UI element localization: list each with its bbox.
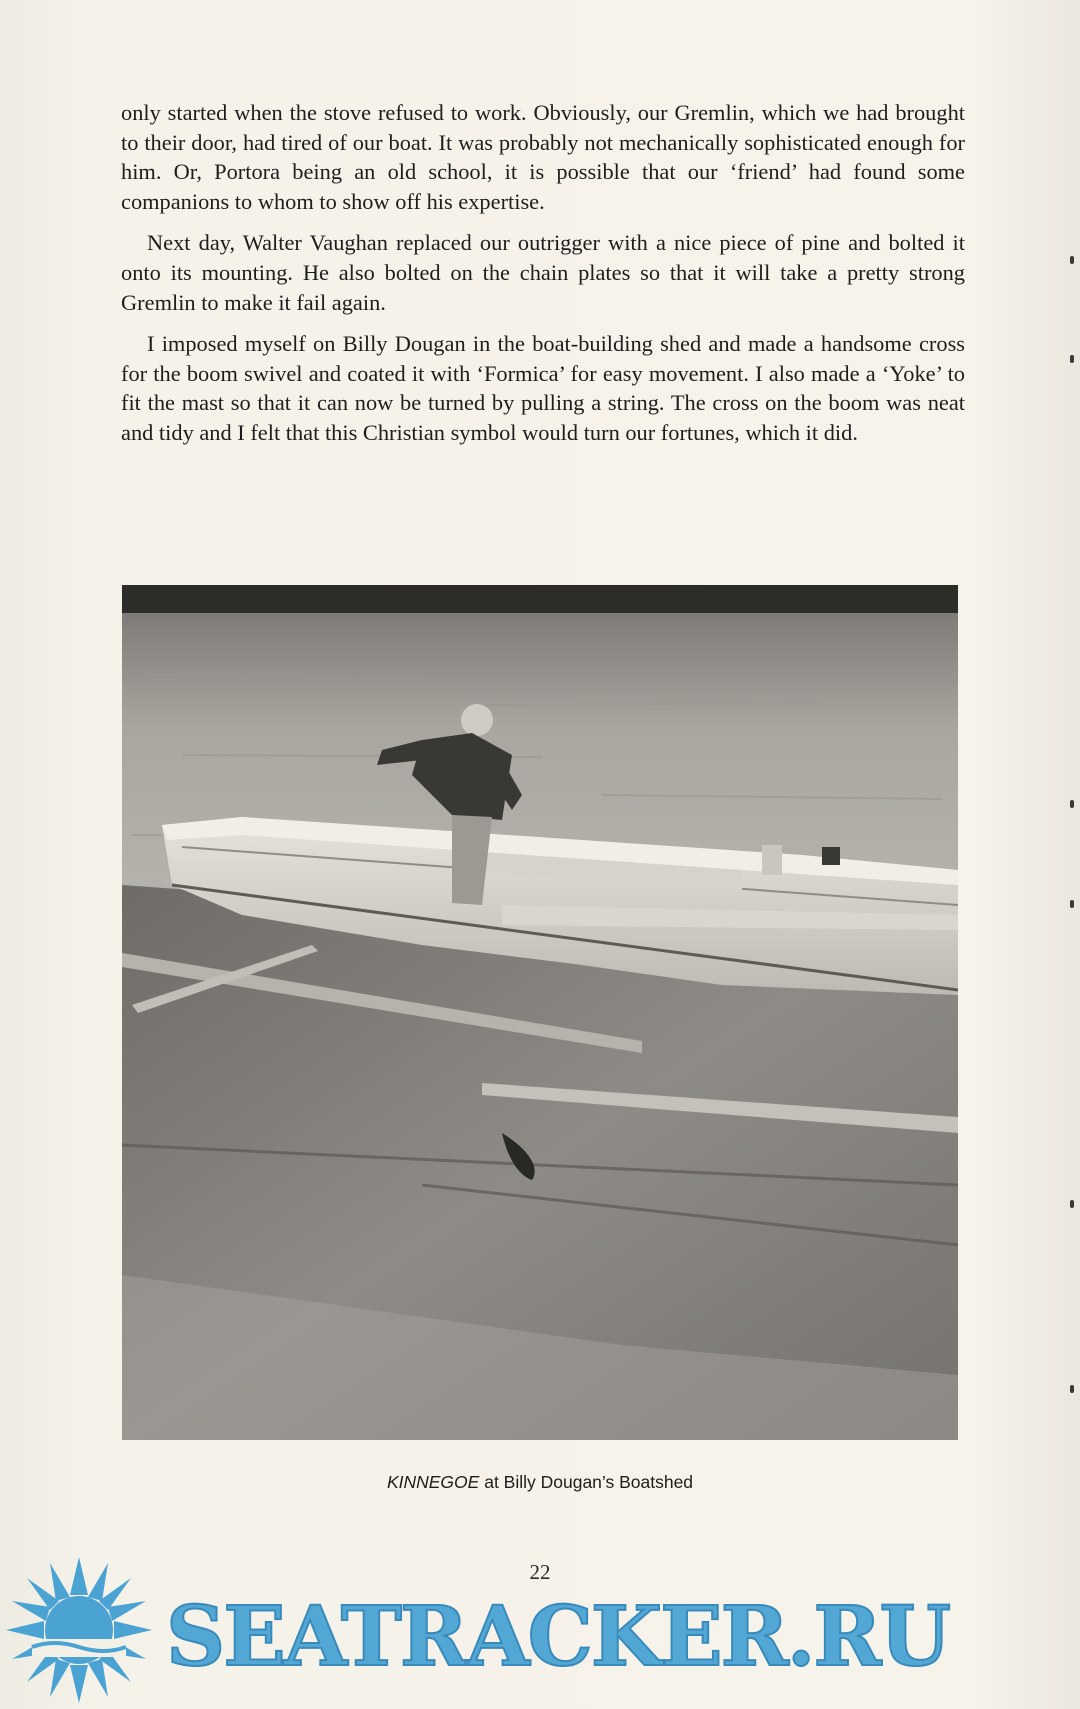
boat-photo-illustration [122,585,958,1440]
edge-mark [1070,800,1074,808]
shore-shadow [122,585,958,617]
watermark-text: SEATRACKER.RU [166,1589,950,1685]
edge-mark [1070,900,1074,908]
boat-photo [122,585,958,1440]
paragraph-3: I imposed myself on Billy Dougan in the boat-building shed and made a handsome cross for the boom swivel and coated it with ‘Formica’ for easy movement. I also made a ‘Yoke’ to fit the mast so that it can now be turned by pulling a string. The cross on the boom was neat and tidy and I felt that this Christian symbol would turn our fortunes, which it did. [121,331,965,445]
edge-mark [1070,1385,1074,1393]
paragraph-1: only started when the stove refused to work. Obviously, our Gremlin, which we had brought to their door, had tired of our boat. It was probably not mechanically sophisticated enough for him. Or, Portora being an old school, it is possible that our ‘friend’ had found some companions to whom to show off his expertise. [121,100,965,214]
paragraph-2: Next day, Walter Vaughan replaced our outrigger with a nice piece of pine and bolted it onto its mounting. He also bolted on the chain plates so that it will take a pretty strong Gremlin to make it fail again. [121,230,965,315]
edge-mark [1070,355,1074,363]
watermark [0,1545,1080,1709]
edge-mark [1070,256,1074,264]
page-number: 22 [529,1560,551,1584]
body-text [121,98,965,460]
photo-caption [0,1472,1080,1493]
sun-logo-icon [4,1555,154,1705]
caption-text: at Billy Dougan’s Boatshed [479,1472,694,1492]
edge-mark [1070,1200,1074,1208]
caption-boat-name: KINNEGOE [386,1472,480,1492]
